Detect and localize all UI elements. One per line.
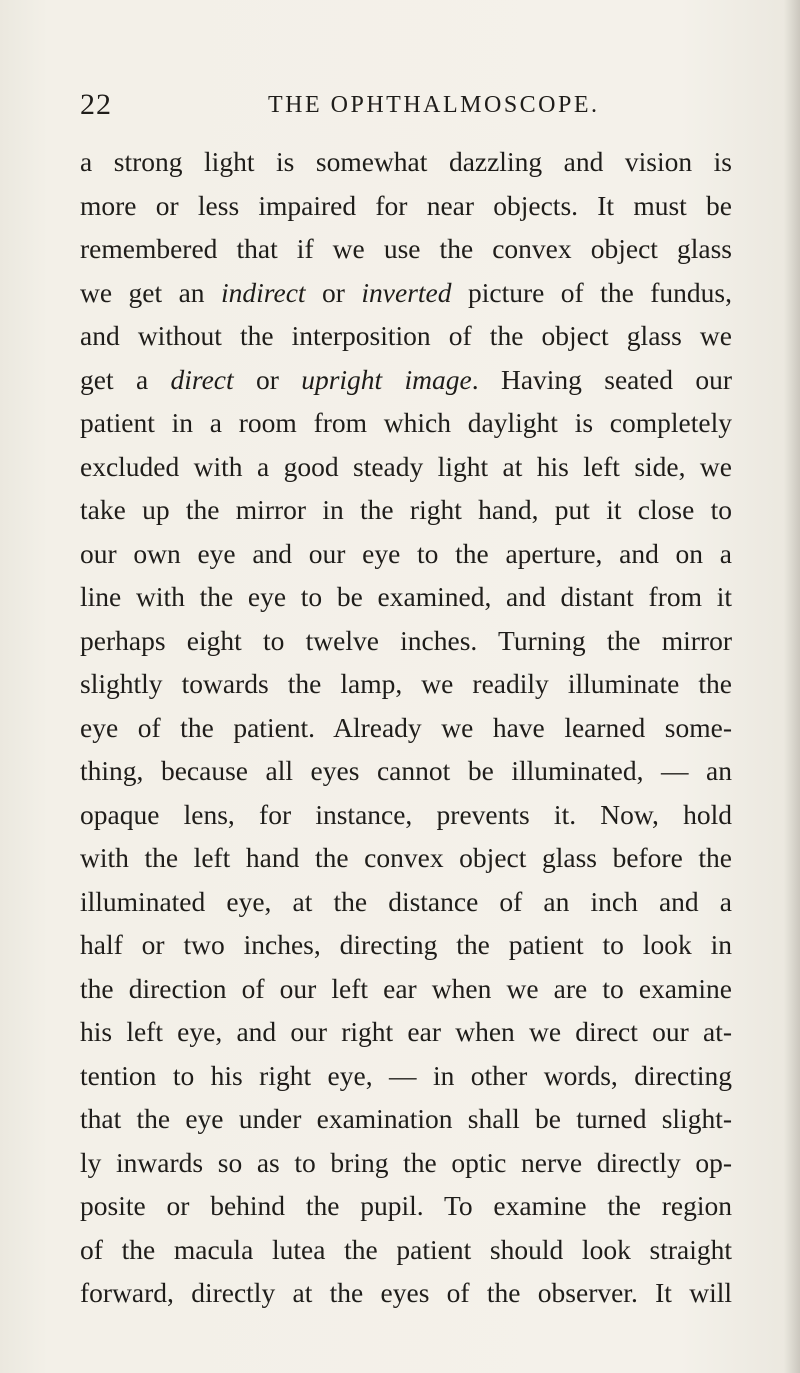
text-line: the direction of our left ear when we are to examine — [80, 972, 732, 1004]
text-line: posite or behind the pupil. To examine the region — [80, 1190, 732, 1221]
italic-term: upright image — [301, 363, 472, 395]
page-number: 22 — [80, 88, 112, 121]
text-line: more or less impaired for near objects. It must be — [80, 189, 732, 221]
text-line: of the macula lutea the patient should look straight — [80, 1233, 732, 1265]
text-line: that the eye under examination shall be turned slight- — [80, 1103, 732, 1134]
text-line: remembered that if we use the convex object glass — [80, 233, 732, 264]
text-line: a strong light is somewhat dazzling and vision is — [80, 146, 732, 177]
text-line: ly inwards so as to bring the optic nerve directly op- — [80, 1146, 732, 1178]
italic-term: indirect — [221, 276, 306, 308]
text-line: forward, directly at the eyes of the observer. It will — [80, 1277, 732, 1308]
body-text — [80, 140, 732, 1315]
text-line: thing, because all eyes cannot be illuminated, — an — [80, 755, 732, 786]
text-line: his left eye, and our right ear when we direct our at- — [80, 1016, 732, 1047]
text-line: tention to his right eye, — in other words, directing — [80, 1059, 732, 1091]
text-line: get a direct or upright image. Having seated our — [80, 363, 732, 395]
text-line: patient in a room from which daylight is completely — [80, 407, 732, 438]
text-line: excluded with a good steady light at his left side, we — [80, 450, 732, 482]
text-line: eye of the patient. Already we have learned some- — [80, 711, 732, 743]
text-line: half or two inches, directing the patient to look in — [80, 929, 732, 960]
text-line: slightly towards the lamp, we readily illuminate the — [80, 668, 732, 699]
text-line: we get an indirect or inverted picture of the fundus, — [80, 276, 732, 308]
running-head — [80, 88, 740, 124]
text-line: line with the eye to be examined, and distant from it — [80, 581, 732, 612]
text-line: opaque lens, for instance, prevents it. Now, hold — [80, 798, 732, 830]
text-line: with the left hand the convex object glass before the — [80, 842, 732, 873]
italic-term: inverted — [361, 276, 452, 308]
text-line: our own eye and our eye to the aperture, and on a — [80, 537, 732, 569]
page-edge-shadow — [784, 0, 800, 1373]
text-line: perhaps eight to twelve inches. Turning the mirror — [80, 624, 732, 656]
text-line: and without the interposition of the object glass we — [80, 320, 732, 351]
text-line: take up the mirror in the right hand, put it close to — [80, 494, 732, 525]
running-title: THE OPHTHALMOSCOPE. — [268, 92, 600, 118]
italic-term: direct — [170, 363, 234, 395]
text-line: illuminated eye, at the distance of an inch and a — [80, 885, 732, 917]
